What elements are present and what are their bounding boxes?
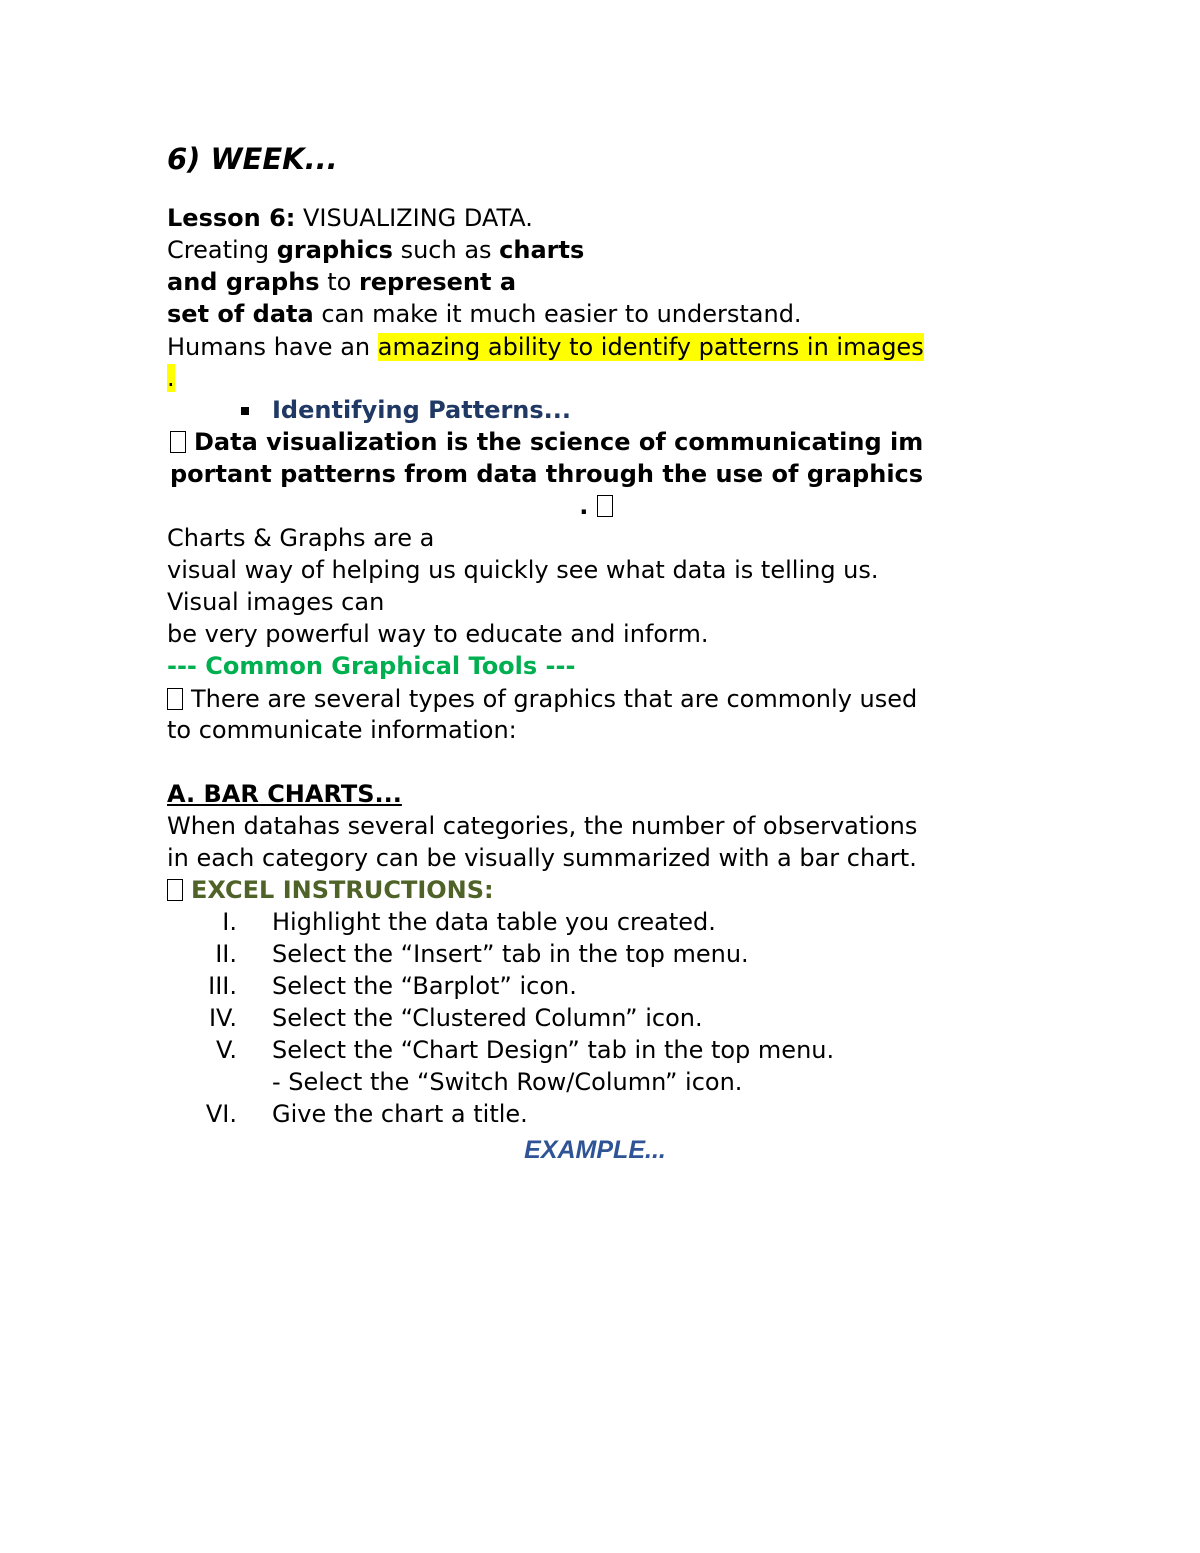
step-text: Highlight the data table you created. (272, 908, 716, 936)
intro-bold: represent a (358, 268, 517, 296)
types-text: There are several types of graphics that are commonly used (191, 685, 918, 713)
intro-line-5 (167, 362, 175, 394)
charts-line-1: Charts & Graphs are a (167, 524, 435, 552)
intro-bold: charts (499, 236, 585, 264)
step-number: II. (215, 940, 237, 968)
types-line-1 (167, 683, 917, 715)
identifying-patterns-heading: Identifying Patterns... (272, 396, 572, 424)
step-number: I. (222, 908, 237, 936)
missing-glyph-icon (167, 879, 183, 901)
dataviz-line-2: portant patterns from data through the use of graphics (170, 460, 924, 488)
intro-line-2 (167, 266, 516, 298)
missing-glyph-icon (597, 495, 613, 517)
lesson-line (167, 202, 533, 234)
intro-text: Creating (167, 236, 277, 264)
missing-glyph-icon (170, 431, 186, 453)
excel-heading-text: EXCEL INSTRUCTIONS: (191, 876, 494, 904)
intro-line-3 (167, 298, 802, 330)
excel-instructions-heading (167, 874, 494, 906)
step-number: V. (216, 1036, 237, 1064)
lesson-label: Lesson 6: (167, 204, 296, 232)
step-subtext: - Select the “Switch Row/Column” icon. (272, 1068, 743, 1096)
intro-text: to (319, 268, 359, 296)
dataviz-period: . (579, 492, 589, 520)
intro-bold: set of data (167, 300, 314, 328)
charts-line-4: be very powerful way to educate and inform. (167, 620, 709, 648)
types-line-2: to communicate information: (167, 716, 517, 744)
step-text: Select the “Clustered Column” icon. (272, 1004, 703, 1032)
charts-line-3: Visual images can (167, 588, 385, 616)
intro-line-1 (167, 234, 584, 266)
square-bullet-icon (241, 407, 249, 415)
missing-glyph-icon (167, 688, 183, 710)
charts-line-2: visual way of helping us quickly see what data is telling us. (167, 556, 879, 584)
bar-charts-heading: A. BAR CHARTS... (167, 780, 402, 808)
step-text: Give the chart a title. (272, 1100, 528, 1128)
intro-bold: and graphs (167, 268, 320, 296)
step-text: Select the “Insert” tab in the top menu. (272, 940, 749, 968)
intro-text: can make it much easier to understand. (313, 300, 802, 328)
step-number: VI. (205, 1100, 237, 1128)
common-tools-heading: --- Common Graphical Tools --- (167, 652, 576, 680)
intro-bold: graphics (276, 236, 393, 264)
step-number: III. (208, 972, 237, 1000)
step-number: IV. (208, 1004, 237, 1032)
dataviz-text: Data visualization is the science of communicating im (194, 428, 924, 456)
step-text: Select the “Chart Design” tab in the top menu. (272, 1036, 835, 1064)
example-caption: EXAMPLE... (524, 1136, 666, 1164)
page-title: 6) WEEK... (167, 142, 338, 176)
bar-para-line-2: in each category can be visually summarized with a bar chart. (167, 844, 917, 872)
dataviz-line-1 (170, 426, 923, 458)
lesson-topic: VISUALIZING DATA. (295, 204, 533, 232)
intro-text: Humans have an (167, 333, 378, 361)
highlighted-text: amazing ability to identify patterns in images (377, 333, 924, 361)
intro-text: such as (392, 236, 500, 264)
intro-line-4 (167, 331, 924, 363)
dataviz-line-3 (0, 490, 1200, 522)
step-text: Select the “Barplot” icon. (272, 972, 577, 1000)
highlighted-period: . (167, 364, 175, 392)
bar-para-line-1: When datahas several categories, the number of observations (167, 812, 918, 840)
